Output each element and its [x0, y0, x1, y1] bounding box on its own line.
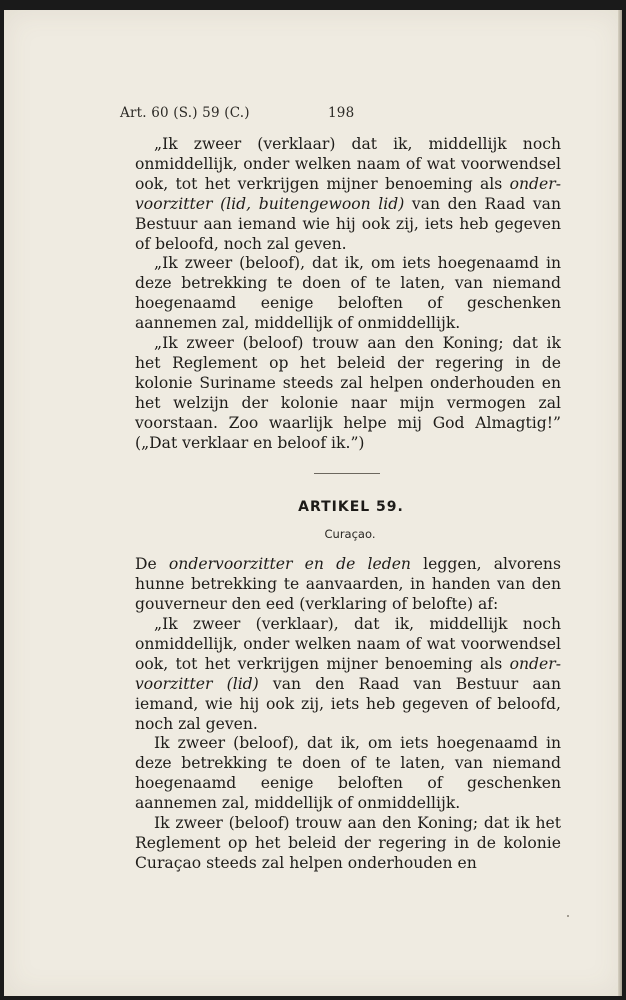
italic-term: ondervoorzitter en de leden [168, 555, 411, 574]
italic-term: onder-voorzitter [135, 654, 561, 693]
paper-speck [567, 915, 569, 917]
article-subheading: Curaçao. [324, 527, 376, 542]
section-divider [314, 473, 380, 474]
running-head: Art. 60 (S.) 59 (C.) [120, 105, 250, 121]
page-edge [618, 10, 622, 996]
oath-paragraph: „Ik zweer (beloof), dat ik, om iets hoegenaamd in deze betrekking te doen of te laten, van niemand hoegenaamd eenige beloften of geschenken aannemen zal, middellijk of onmiddellijk. [135, 254, 561, 333]
article-heading: ARTIKEL 59. [298, 498, 404, 515]
page-body [135, 135, 561, 874]
oath-paragraph: Ik zweer (beloof), dat ik, om iets hoegenaamd in deze betrekking te doen of te laten, van niemand hoegenaamd eenige beloften of geschenken aannemen zal, middellijk of onmiddellijk. [135, 734, 561, 813]
oath-paragraph: „Ik zweer (verklaar) dat ik, middellijk noch onmiddellijk, onder welken naam of wat voorwendsel ook, tot het verkrijgen mijner benoeming als onder-voorzitter (lid, buitengewoon lid) van den Raad van Bestuur aan iemand wie hij ook zij, iets heb gegeven of beloofd, noch zal geven. [135, 135, 561, 253]
page-number: 198 [328, 105, 355, 121]
italic-term: (lid, buitengewoon lid) [220, 194, 405, 213]
italic-term: onder-voorzitter [135, 174, 561, 213]
oath-paragraph: Ik zweer (beloof) trouw aan den Koning; dat ik het Reglement op het beleid der regering in de kolonie Curaçao steeds zal helpen onderhouden en [135, 814, 561, 872]
oath-paragraph: „Ik zweer (verklaar), dat ik, middellijk noch onmiddellijk, onder welken naam of wat voorwendsel ook, tot het verkrijgen mijner benoeming als onder-voorzitter (lid) van den Raad van Bestuur aan iemand, wie hij ook zij, iets heb gegeven of beloofd, noch zal geven. [135, 615, 561, 733]
oath-paragraph: „Ik zweer (beloof) trouw aan den Koning; dat ik het Reglement op het beleid der regering in de kolonie Suriname steeds zal helpen onderhouden en het welzijn der kolonie naar mijn vermogen zal voorstaan. Zoo waarlijk helpe mij God Almagtig!” („Dat verklaar en beloof ik.”) [135, 334, 561, 452]
article-intro-paragraph: De ondervoorzitter en de leden leggen, alvorens hunne betrekking te aanvaarden, in handen van den gouverneur den eed (verklaring of belofte) af: [135, 555, 561, 614]
italic-term: (lid) [226, 674, 259, 693]
book-page [4, 10, 622, 996]
